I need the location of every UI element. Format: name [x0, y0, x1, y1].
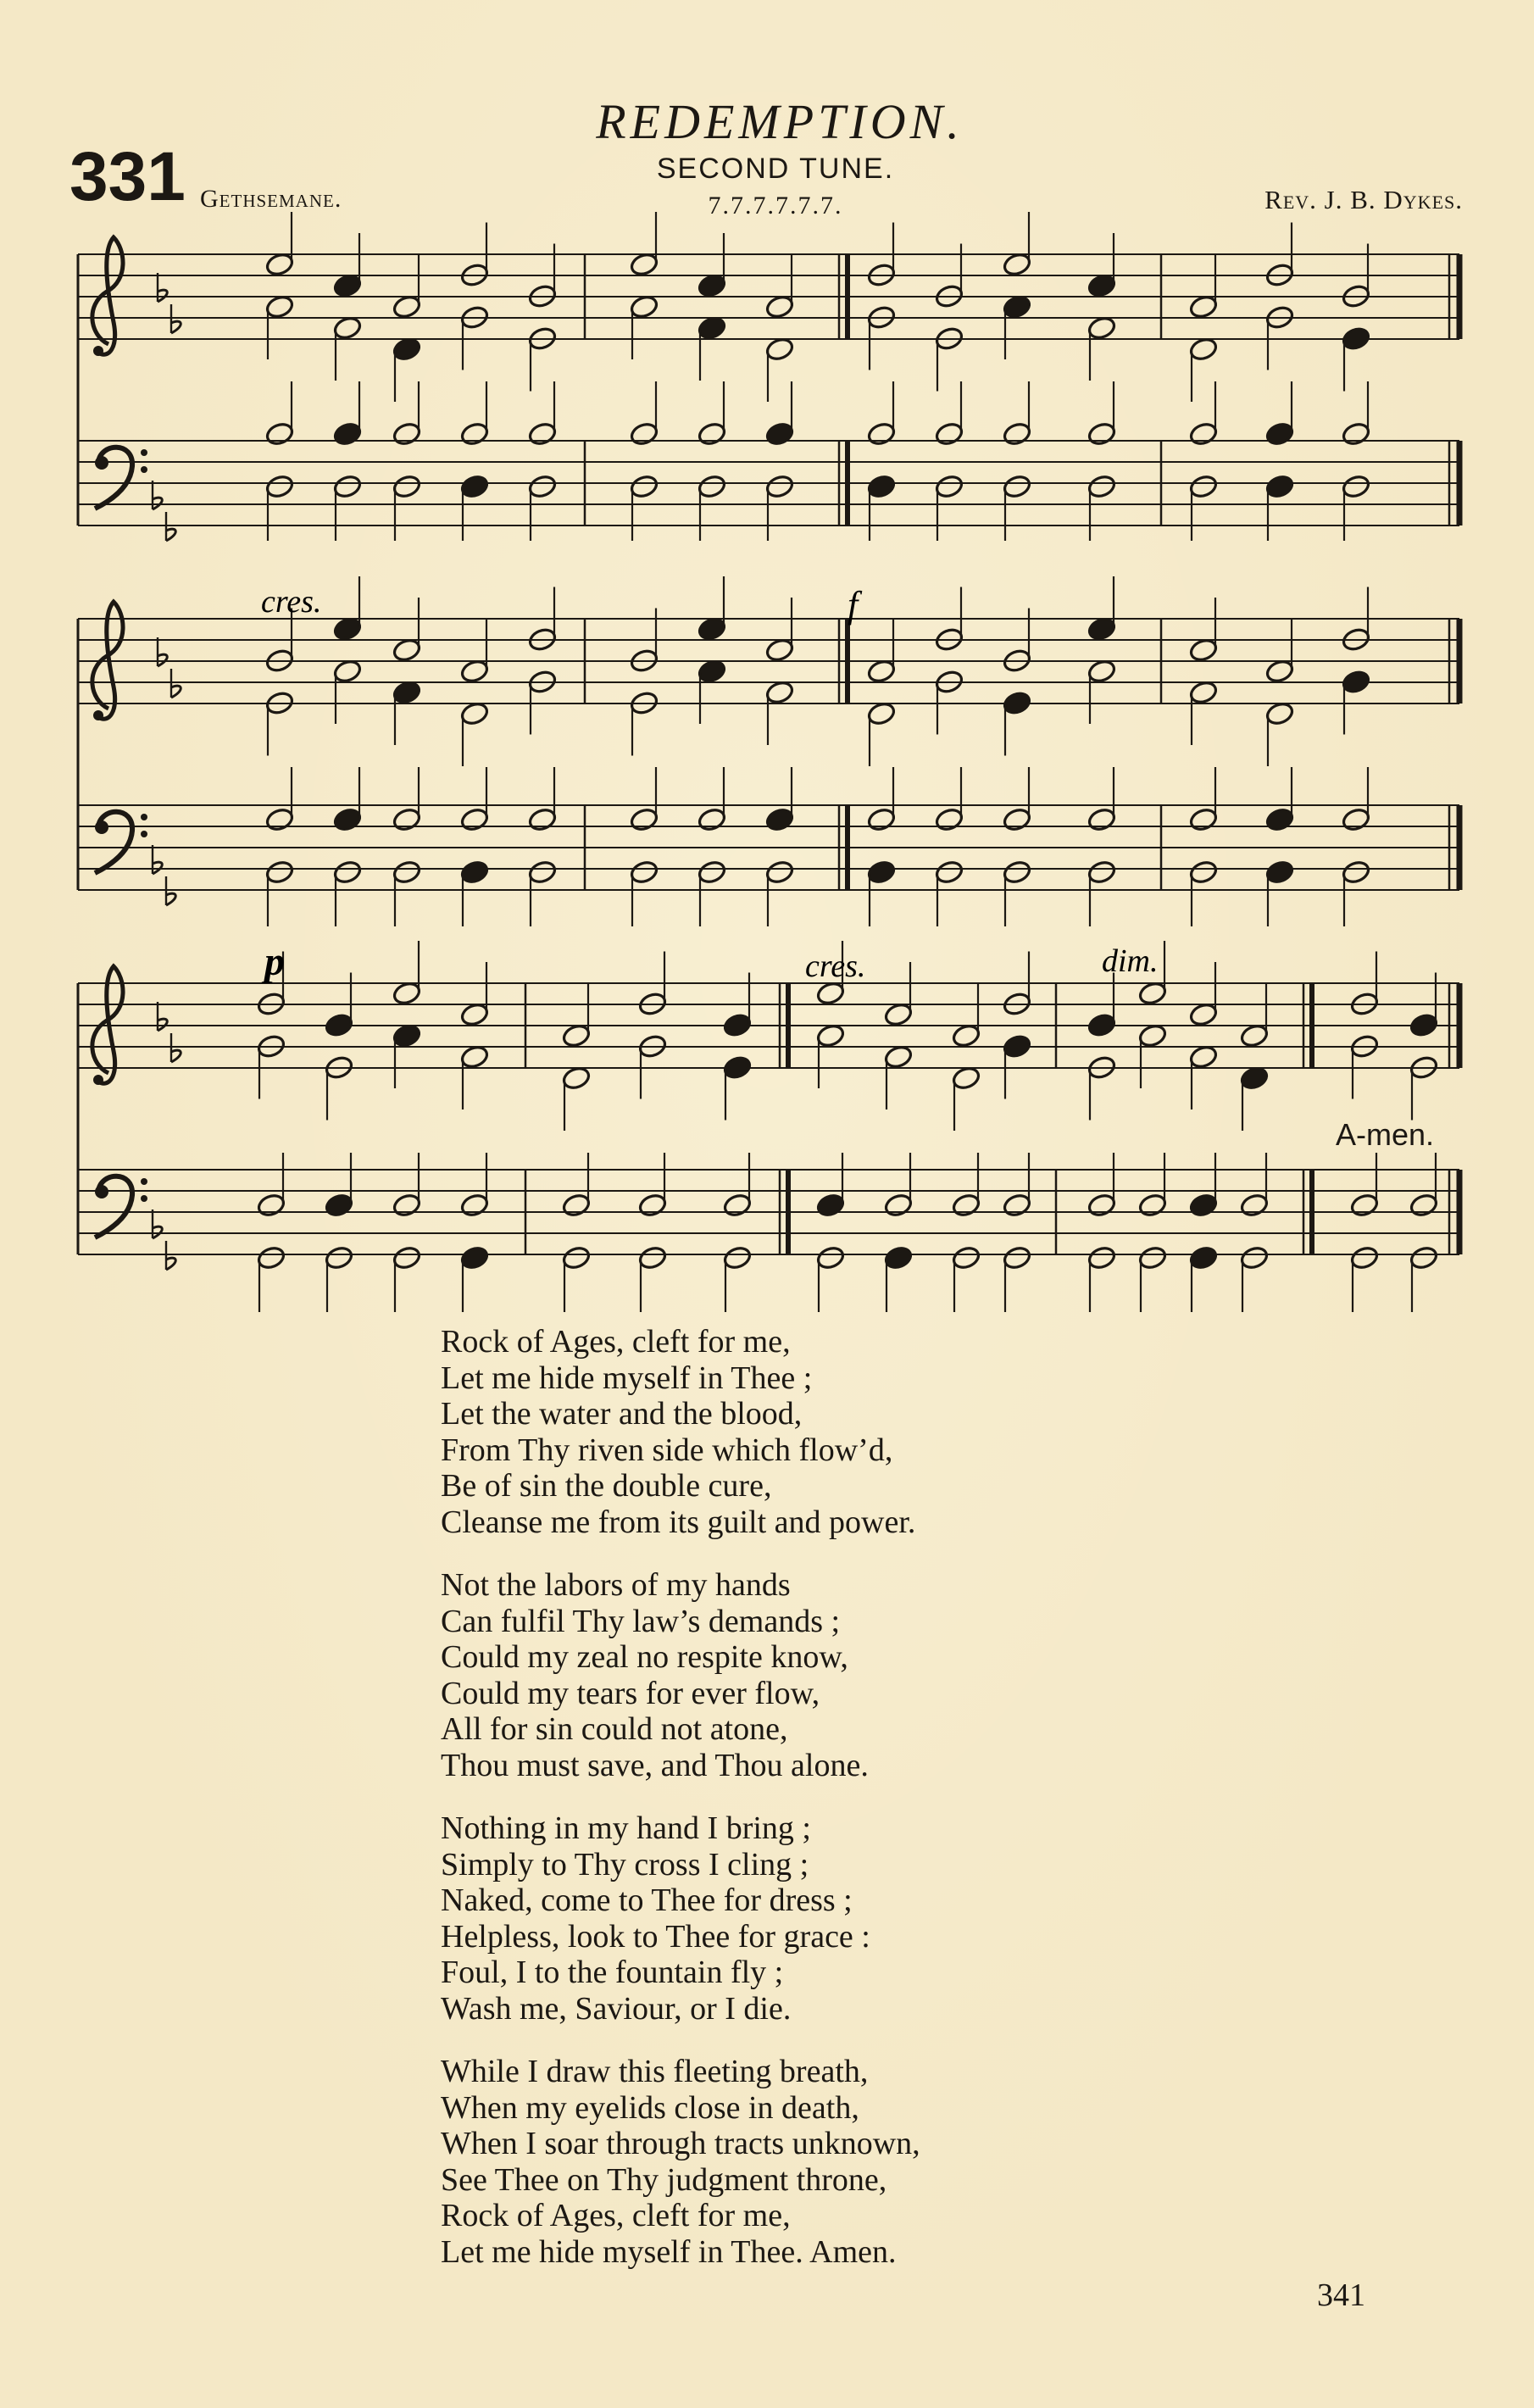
lyric-line: From Thy riven side which flow’d,: [441, 1432, 893, 1468]
lyric-line: Helpless, look to Thee for grace :: [441, 1918, 870, 1955]
tune-label: SECOND TUNE.: [656, 153, 895, 185]
lyric-line: When my eyelids close in death,: [441, 2089, 859, 2126]
dynamic-marking: cres.: [805, 948, 866, 984]
lyric-line: Wash me, Saviour, or I die.: [441, 1990, 792, 2027]
hymn-lyrics: [441, 1324, 920, 2297]
stanza: [441, 1324, 920, 1540]
dynamic-marking: p: [264, 939, 285, 984]
dynamic-marking: cres.: [261, 584, 322, 620]
lyric-line: Let me hide myself in Thee. Amen.: [441, 2233, 897, 2270]
lyric-line: Nothing in my hand I bring ;: [441, 1810, 811, 1846]
stanza: [441, 1810, 920, 2027]
music-system-3: [78, 941, 1459, 1312]
lyric-line: Can fulfil Thy law’s demands ;: [441, 1603, 841, 1639]
meter: 7.7.7.7.7.7.: [708, 192, 843, 220]
lyric-line: Thou must save, and Thou alone.: [441, 1747, 869, 1783]
lyric-line: Rock of Ages, cleft for me,: [441, 1324, 791, 1360]
lyric-line: Not the labors of my hands: [441, 1567, 791, 1603]
hymn-number: 331: [69, 138, 186, 215]
page-number: 341: [1317, 2277, 1365, 2313]
lyric-line: Let the water and the blood,: [441, 1396, 803, 1432]
lyric-line: Simply to Thy cross I cling ;: [441, 1846, 809, 1882]
music-system-2: [78, 576, 1459, 926]
lyric-line: While I draw this fleeting breath,: [441, 2054, 869, 2089]
lyric-line: Could my zeal no respite know,: [441, 1639, 848, 1675]
lyric-line: Rock of Ages, cleft for me,: [441, 2198, 791, 2233]
amen-label: A-men.: [1336, 1117, 1435, 1152]
lyric-line: Naked, come to Thee for dress ;: [441, 1882, 853, 1918]
dynamic-marking: f: [848, 584, 859, 626]
lyric-line: Could my tears for ever flow,: [441, 1675, 820, 1711]
lyric-line: All for sin could not atone,: [441, 1711, 788, 1747]
composer: Rev. J. B. Dykes.: [1264, 185, 1463, 214]
stanza: [441, 1567, 920, 1783]
tune-name: Gethsemane.: [200, 185, 342, 213]
lyric-line: When I soar through tracts unknown,: [441, 2126, 920, 2161]
lyric-line: Let me hide myself in Thee ;: [441, 1360, 813, 1396]
lyric-line: Foul, I to the fountain fly ;: [441, 1955, 784, 1990]
lyric-line: Be of sin the double cure,: [441, 1468, 772, 1504]
music-system-1: [78, 212, 1459, 541]
dynamic-marking: dim.: [1102, 943, 1159, 979]
lyric-line: See Thee on Thy judgment throne,: [441, 2161, 887, 2198]
section-title: REDEMPTION.: [596, 94, 964, 149]
stanza: [441, 2054, 920, 2270]
lyric-line: Cleanse me from its guilt and power.: [441, 1504, 916, 1540]
